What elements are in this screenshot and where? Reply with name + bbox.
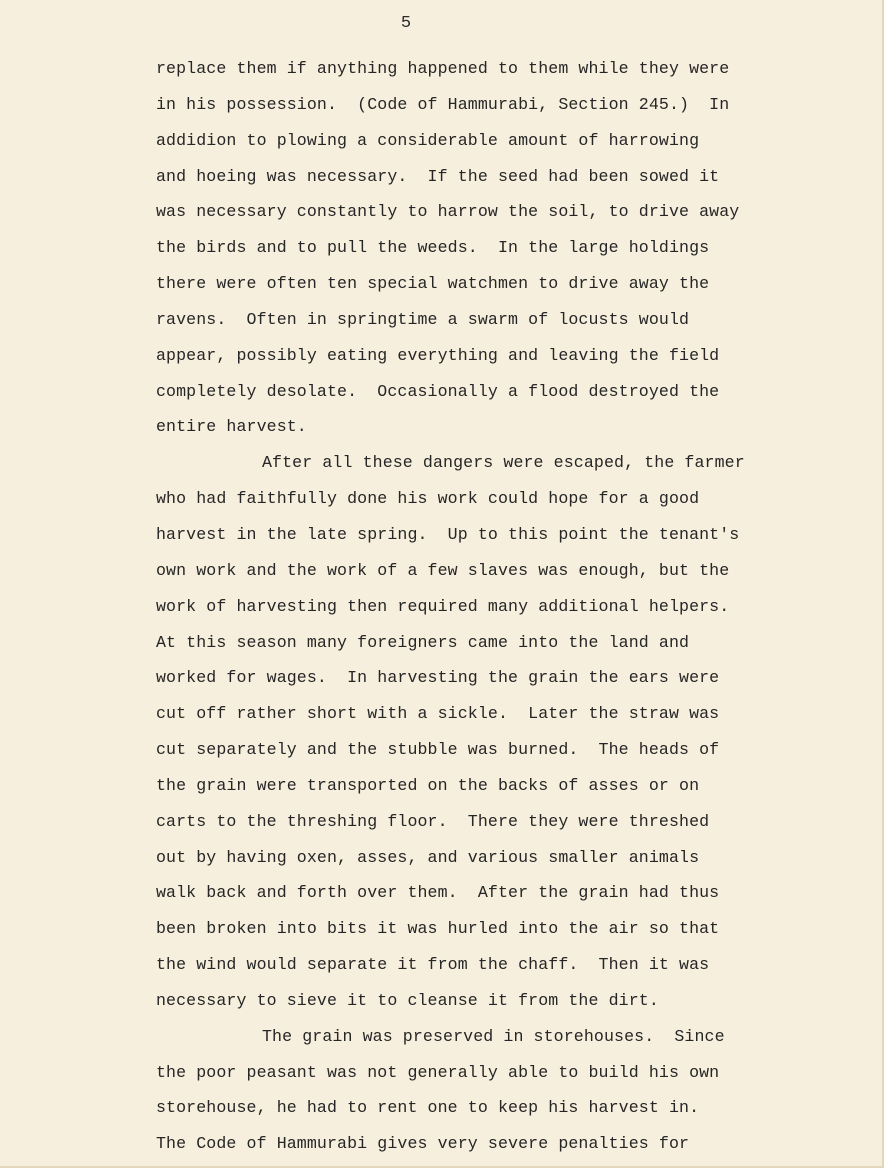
text-line: worked for wages. In harvesting the grain the ears were xyxy=(156,668,720,688)
text-line: At this season many foreigners came into the land and xyxy=(156,632,690,652)
text-line: appear, possibly eating everything and leaving the field xyxy=(156,345,720,365)
text-line: the poor peasant was not generally able to build his own xyxy=(156,1062,720,1082)
text-line: carts to the threshing floor. There they were threshed xyxy=(156,811,710,831)
paragraph-start-line: After all these dangers were escaped, the farmer xyxy=(262,453,745,473)
text-line: was necessary constantly to harrow the soil, to drive away xyxy=(156,202,740,222)
typed-body-text xyxy=(156,51,796,1162)
text-line: been broken into bits it was hurled into the air so that xyxy=(156,919,720,939)
text-line: completely desolate. Occasionally a flood destroyed the xyxy=(156,381,720,401)
text-line: walk back and forth over them. After the grain had thus xyxy=(156,883,720,903)
text-line: replace them if anything happened to them while they were xyxy=(156,59,730,78)
text-line: cut separately and the stubble was burned. The heads of xyxy=(156,740,720,760)
text-line: addidion to plowing a considerable amount of harrowing xyxy=(156,130,700,150)
text-line: in his possession. (Code of Hammurabi, Section 245.) In xyxy=(156,94,730,114)
text-line: cut off rather short with a sickle. Later the straw was xyxy=(156,704,720,724)
text-line: work of harvesting then required many additional helpers. xyxy=(156,596,730,616)
text-line: the grain were transported on the backs of asses or on xyxy=(156,775,700,795)
text-line: the wind would separate it from the chaff. Then it was xyxy=(156,955,710,975)
text-line: and hoeing was necessary. If the seed had been sowed it xyxy=(156,166,720,186)
text-line: the birds and to pull the weeds. In the large holdings xyxy=(156,238,710,258)
text-line: own work and the work of a few slaves was enough, but the xyxy=(156,560,730,580)
text-line: harvest in the late spring. Up to this point the tenant's xyxy=(156,524,740,544)
text-line: entire harvest. xyxy=(156,417,307,437)
text-line: there were often ten special watchmen to drive away the xyxy=(156,274,710,294)
text-line: necessary to sieve it to cleanse it from the dirt. xyxy=(156,990,659,1010)
text-line: ravens. Often in springtime a swarm of locusts would xyxy=(156,309,690,329)
text-line: out by having oxen, asses, and various smaller animals xyxy=(156,847,700,867)
page-number: 5 xyxy=(400,14,412,33)
text-line: The Code of Hammurabi gives very severe penalties for xyxy=(156,1134,690,1154)
paragraph-start-line: The grain was preserved in storehouses. Since xyxy=(262,1026,725,1046)
text-line: who had faithfully done his work could hope for a good xyxy=(156,489,700,509)
text-line: storehouse, he had to rent one to keep his harvest in. xyxy=(156,1098,700,1118)
